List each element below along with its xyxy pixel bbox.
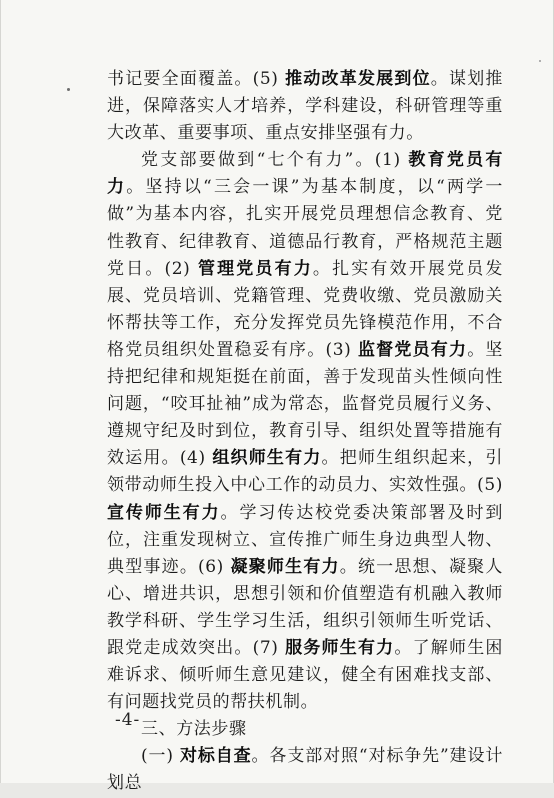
bold-phrase: 组织师生有力: [212, 448, 322, 469]
bold-phrase: 服务师生有力: [285, 637, 395, 658]
bold-phrase: 管理党员有力: [197, 258, 313, 279]
text-run: 。学习传达校党委决策部署及时到位，注重发现树立、宣传推广师生身边典型人物、典型事迹。(6): [107, 502, 504, 577]
bold-phrase: 对标自查: [179, 746, 252, 767]
text-run: 。坚持把纪律和规矩挺在前面，善于发现苗头性倾向性问题，“咬耳扯袖”成为常态，监督党员履行义务、遵规守纪及时到位，教育引导、组织处置等措施有效运用。(4): [107, 339, 503, 469]
text-run: 。扎实有效开展党员发展、党员培训、党籍管理、党费收缴、党员激励关怀帮扶等工作，充分发挥党员先锋模范作用，不合格党员组织处置稳妥有序。(3): [107, 258, 503, 360]
paragraph: [107, 743, 503, 797]
text-run: 。把师生组织起来，引领带动师生投入中心工作的动员力、实效性强。(5): [107, 448, 503, 496]
scan-speck: [67, 88, 70, 91]
paragraph: [107, 716, 503, 743]
bold-phrase: 宣传师生有力: [107, 502, 221, 523]
bold-phrase: 凝聚师生有力: [230, 556, 340, 577]
text-run: 。谋划推进，保障落实人才培养，学科建设，科研管理等重大改革、重要事项、重点安排坚强有力。: [107, 69, 503, 144]
text-run: (一): [141, 746, 180, 767]
text-run: 三、方法步骤: [141, 719, 247, 740]
paragraph: [107, 66, 503, 147]
bold-phrase: 教育党员有力: [107, 150, 503, 198]
document-body: [107, 66, 503, 798]
text-run: 。了解师生困难诉求、倾听师生意见建议，健全有困难找支部、有问题找党员的帮扶机制。: [107, 637, 503, 713]
text-run: 。各支部对照“对标争先”建设计划总: [107, 746, 503, 794]
bold-phrase: 推动改革发展到位: [285, 69, 431, 89]
paragraph: [107, 147, 503, 716]
text-run: 党支部要做到“七个有力”。(1): [141, 150, 409, 171]
scan-speck: [539, 60, 541, 62]
text-run: 。坚持以“三会一课”为基本制度，以“两学一做”为基本内容，扎实开展党员理想信念教育、党性教育、纪律教育、道德品行教育，严格规范主题党日。(2): [107, 177, 504, 279]
page-number: -4-: [115, 710, 141, 730]
text-run: 。统一思想、凝聚人心、增进共识，思想引领和价值塑造有机融入教师教学科研、学生学习生活，组织引领师生听党话、跟党走成效突出。(7): [107, 556, 503, 658]
text-run: 书记要全面覆盖。(5): [107, 69, 286, 89]
bold-phrase: 监督党员有力: [357, 339, 468, 360]
